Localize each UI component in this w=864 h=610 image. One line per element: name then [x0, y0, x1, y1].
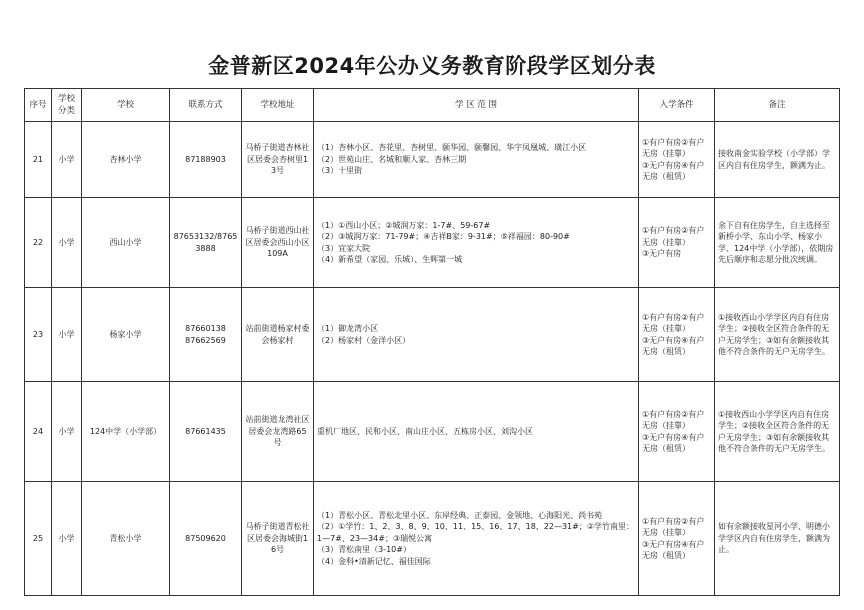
row-no: 24 [25, 382, 52, 482]
district-line: （3）青松南里（3-10#） [317, 545, 411, 555]
row-school: 杨家小学 [82, 288, 170, 382]
district-line: （3）十里街 [317, 166, 363, 176]
header-remark: 备注 [715, 89, 840, 122]
row-type: 小学 [52, 482, 82, 596]
district-line: （2）①学竹：1、2、3、8、9、10、11、15、16、17、18、22—31#；②学竹南里：1—7#、23—34#；③瑞悦公寓 [317, 522, 635, 543]
table-header-row [25, 89, 840, 122]
row-address: 马桥子街道杏林社区居委会杏树里13号 [242, 122, 314, 198]
district-line: （1）御龙湾小区 [317, 324, 379, 334]
row-conditions [639, 288, 715, 382]
row-no: 25 [25, 482, 52, 596]
row-phone: 87660138 87662569 [170, 288, 242, 382]
header-address: 学校地址 [242, 89, 314, 122]
row-phone: 87509620 [170, 482, 242, 596]
school-district-table [24, 88, 840, 596]
row-district [314, 122, 639, 198]
district-line: （4）金科•清新记忆、福佳国际 [317, 556, 431, 566]
row-conditions [639, 198, 715, 288]
row-type: 小学 [52, 198, 82, 288]
table-row [25, 482, 840, 596]
header-school: 学校 [82, 89, 170, 122]
row-address: 站前街道龙湾社区居委会龙湾路65号 [242, 382, 314, 482]
row-remark: 余下自有住房学生，自主选择至新桥小学、东山小学、杨家小学、124中学（小学部），依期房先后顺序和志愿分批次统调。 [715, 198, 840, 288]
row-remark: 如有余额接收星河小学、明德小学学区内自有住房学生，额满为止。 [715, 482, 840, 596]
row-conditions [639, 482, 715, 596]
district-line: 重机厂地区、民和小区、南山庄小区、五栋房小区、刘沟小区 [317, 426, 533, 436]
condition-line: ①有户有房②有户无房（挂靠） [642, 516, 705, 538]
condition-line: ③无户有房④有户无房（租赁） [642, 335, 705, 356]
row-remark: 接收南金实验学校（小学部）学区内自有住房学生，额满为止。 [715, 122, 840, 198]
row-no: 21 [25, 122, 52, 198]
district-line: （1）青松小区、青松北里小区、东岸经典、正泰园、金领地、心海阳光、尚书苑 [317, 511, 603, 521]
row-address: 马桥子街道青松社区居委会海城街16号 [242, 482, 314, 596]
row-phone: 87188903 [170, 122, 242, 198]
condition-line: ③无户有房④有户无房（租赁） [642, 160, 705, 181]
row-type: 小学 [52, 122, 82, 198]
condition-line: ③无户有房④有户无房（租赁） [642, 432, 705, 453]
header-type: 学校分类 [52, 89, 82, 122]
row-district [314, 198, 639, 288]
row-school: 124中学（小学部） [82, 382, 170, 482]
table-row [25, 288, 840, 382]
row-district [314, 288, 639, 382]
row-no: 22 [25, 198, 52, 288]
district-line: （1）杏林小区、杏花里、杏树里、颐华园、颐馨园、华宇凤凰城、璜江小区 [317, 143, 587, 153]
row-district [314, 482, 639, 596]
header-conditions: 入学条件 [639, 89, 715, 122]
condition-line: ③无户有房 [642, 249, 682, 259]
header-no: 序号 [25, 89, 52, 122]
row-no: 23 [25, 288, 52, 382]
condition-line: ③无户有房④有户无房（租赁） [642, 539, 705, 560]
row-conditions [639, 122, 715, 198]
table-row [25, 382, 840, 482]
row-type: 小学 [52, 382, 82, 482]
row-district [314, 382, 639, 482]
header-phone: 联系方式 [170, 89, 242, 122]
row-school: 杏林小学 [82, 122, 170, 198]
district-line: （2）③城润万家：71-79#；④吉祥B家：9-31#；⑤祥福园：80-90# [317, 232, 570, 242]
district-line: （2）杨家村（金洋小区） [317, 335, 411, 345]
row-address: 站前街道杨家村委会杨家村 [242, 288, 314, 382]
row-type: 小学 [52, 288, 82, 382]
district-line: （2）世苑山庄、名城和顺人家、杏林三期 [317, 154, 467, 164]
row-remark: ①接收西山小学学区内自有住房学生；②接收全区符合条件的无户无房学生；③如有余额接收其他不符合条件的无户无房学生。 [715, 382, 840, 482]
row-phone: 87661435 [170, 382, 242, 482]
page-title: 金普新区2024年公办义务教育阶段学区划分表 [208, 54, 656, 78]
district-line: （1）①西山小区；②城润万家：1-7#、59-67# [317, 220, 491, 230]
condition-line: ①有户有房②有户无房（挂靠） [642, 409, 705, 431]
row-remark: ①接收西山小学学区内自有住房学生；②接收全区符合条件的无户无房学生；③如有余额接收其他不符合条件的无户无房学生。 [715, 288, 840, 382]
row-address: 马桥子街道西山社区居委会西山小区109A [242, 198, 314, 288]
header-district: 学 区 范 围 [314, 89, 639, 122]
district-line: （3）宜家大院 [317, 243, 371, 253]
condition-line: ①有户有房②有户无房（挂靠） [642, 226, 705, 247]
row-school: 西山小学 [82, 198, 170, 288]
condition-line: ①有户有房②有户无房（挂靠） [642, 137, 705, 159]
row-school: 青松小学 [82, 482, 170, 596]
table-row [25, 122, 840, 198]
table-row [25, 198, 840, 288]
condition-line: ①有户有房②有户无房（挂靠） [642, 312, 705, 334]
district-line: （4）新希望（家园、乐城）、生辉第一城 [317, 254, 463, 264]
row-conditions [639, 382, 715, 482]
row-phone: 87653132/87653888 [170, 198, 242, 288]
